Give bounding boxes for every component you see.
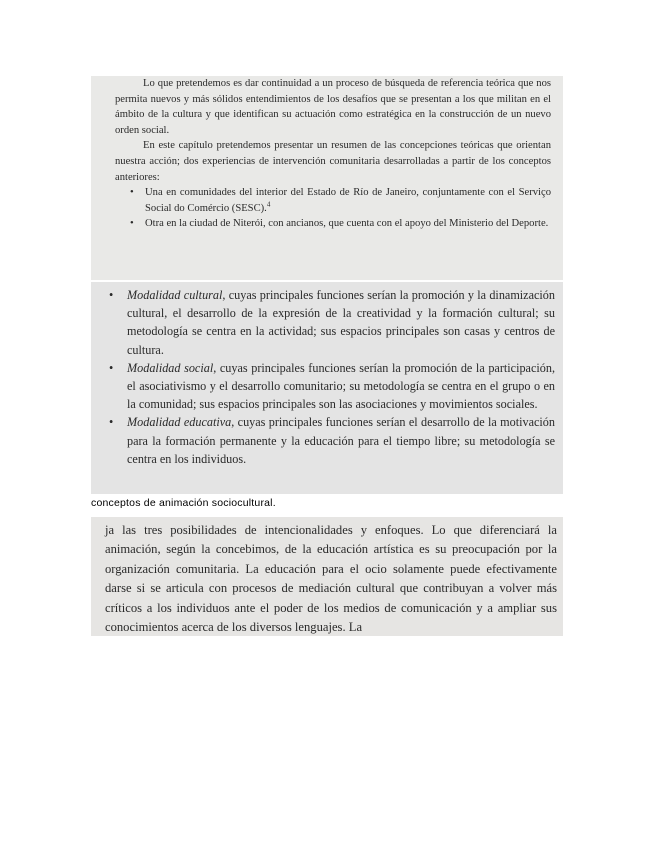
list-item-text: , cuyas principales funciones serían la promoción de la participación, el asociativismo y el desarrollo comunitario; su metodología se centra en el grupo o en la comunidad; sus espacios principales son las asociaciones y movimientos sociales. bbox=[127, 360, 555, 412]
list-item bbox=[127, 216, 551, 232]
list-item-text: Una en comunidades del interior del Estado de Río de Janeiro, conjuntamente con el Serviço Social do Comércio (SESC). bbox=[145, 187, 551, 214]
list-item-term: Modalidad social bbox=[127, 360, 214, 375]
bullet-list bbox=[115, 185, 551, 232]
bullet-icon: • bbox=[109, 288, 114, 302]
bullet-list bbox=[105, 286, 555, 468]
bullet-icon: • bbox=[109, 360, 114, 375]
bullet-icon: • bbox=[130, 218, 134, 230]
list-item-text: Otra en la ciudad de Niterói, con ancianos, que cuenta con el apoyo del Ministerio del Deporte. bbox=[145, 218, 549, 230]
list-item-text: , cuyas principales funciones serían el desarrollo de la motivación para la formación permanente y la educación para el tiempo libre; su metodología se centra en los individuos. bbox=[127, 415, 555, 466]
paragraph: ja las tres posibilidades de intencionalidades y enfoques. Lo que diferenciará la animación, según la concebimos, de la educación artística es su preocupación por la organización comunitaria. La educación para el ocio solamente puede efectivamente darse si se articula con procesos de mediación cultural que contribuyan a volver más críticos a los individuos ante el poder de los medios de comunicación y a ampliar sus conocimientos acerca de los diversos lenguajes. La bbox=[105, 523, 557, 635]
list-item-term: Modalidad educativa bbox=[127, 415, 232, 430]
paragraph: Lo que pretendemos es dar continuidad a un proceso de búsqueda de referencia teórica que nos permita nuevos y más sólidos entendimientos de los desafíos que se presentan a los que militan en el ámbito de la cultura y que identifican su actuación como estratégica en la construcción de un nuevo orden social. bbox=[115, 78, 551, 136]
caption-text: conceptos de animación sociocultural. bbox=[91, 497, 276, 509]
list-item bbox=[127, 185, 551, 216]
list-item-text: , cuyas principales funciones serían la promoción y la dinamización cultural, el desarrollo de la expresión de la creatividad y la formación cultural; su metodología se centra en la actividad; sus espacios principales son casas y centros de cultura. bbox=[127, 288, 555, 357]
scanned-page-excerpt-3 bbox=[91, 517, 563, 636]
list-item bbox=[105, 413, 555, 468]
footnote-marker: 4 bbox=[266, 200, 271, 209]
list-item-term: Modalidad cultural bbox=[127, 288, 223, 302]
list-item bbox=[105, 286, 555, 359]
scanned-page-excerpt-2 bbox=[91, 282, 563, 494]
scanned-page-excerpt-1 bbox=[91, 76, 563, 280]
bullet-icon: • bbox=[109, 415, 114, 430]
list-item bbox=[105, 359, 555, 414]
paragraph: En este capítulo pretendemos presentar un resumen de las concepciones teóricas que orientan nuestra acción; dos experiencias de intervención comunitaria desarrolladas a partir de los conceptos anteriores: bbox=[115, 140, 551, 183]
bullet-icon: • bbox=[130, 187, 134, 199]
